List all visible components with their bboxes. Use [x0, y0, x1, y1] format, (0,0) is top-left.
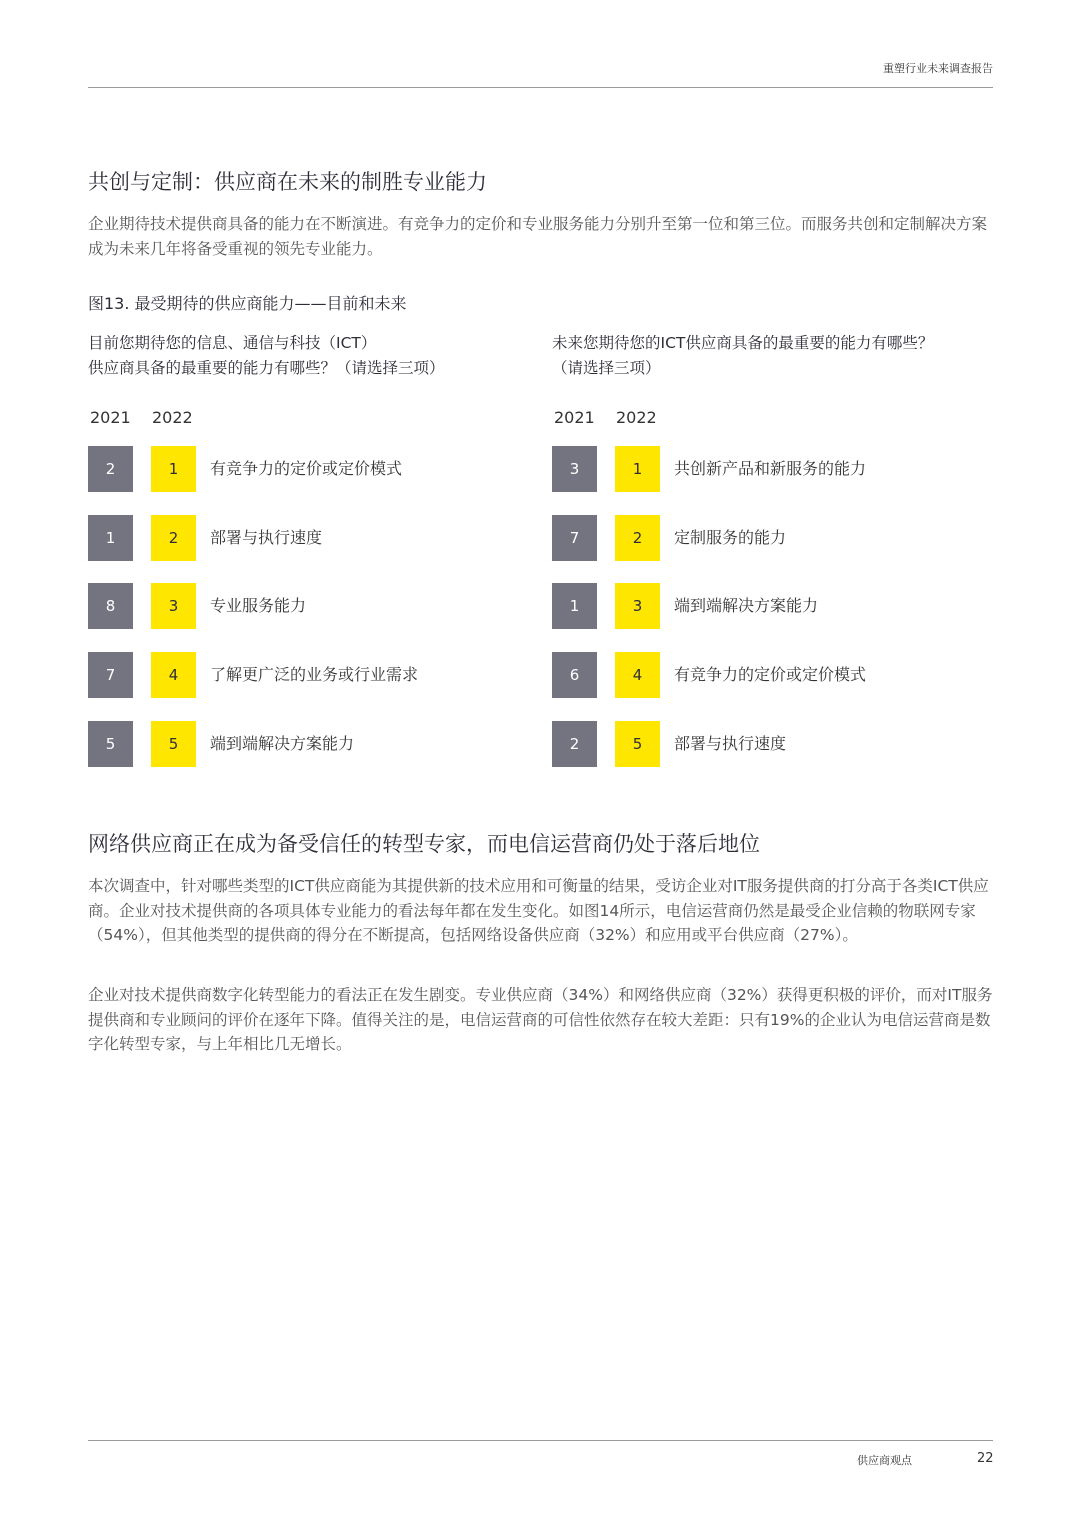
rank-2022-box: 2: [615, 515, 660, 561]
rank-2022-box: 3: [615, 583, 660, 629]
rank-row: [552, 515, 992, 561]
rank-2022-box: 3: [151, 583, 196, 629]
capability-label: 部署与执行速度: [210, 527, 323, 547]
current-question-line1: 目前您期待您的信息、通信与科技（ICT）: [88, 334, 377, 352]
capability-label: 专业服务能力: [210, 596, 307, 616]
rank-2021-box: 2: [552, 721, 597, 767]
rank-2021-box: 2: [88, 446, 133, 492]
rank-row: [552, 446, 992, 492]
footer-divider: [88, 1440, 993, 1441]
rank-2022-box: 5: [615, 721, 660, 767]
rank-2022-box: 4: [615, 652, 660, 698]
year-2022-header: 2022: [616, 408, 657, 427]
capability-label: 端到端解决方案能力: [210, 733, 355, 753]
rank-2021-box: 3: [552, 446, 597, 492]
capability-label: 定制服务的能力: [674, 527, 787, 547]
footer-section-label: 供应商观点: [857, 1454, 912, 1467]
rank-2021-box: 8: [88, 583, 133, 629]
rank-2021-box: 5: [88, 721, 133, 767]
rank-2021-box: 7: [88, 652, 133, 698]
current-question-line2: 供应商具备的最重要的能力有哪些？（请选择三项）: [88, 359, 445, 377]
section2-heading: 网络供应商正在成为备受信任的转型专家，而电信运营商仍处于落后地位: [88, 832, 760, 856]
rank-2021-box: 1: [88, 515, 133, 561]
rank-row: [552, 721, 992, 767]
year-2021-header: 2021: [90, 408, 131, 427]
rank-row: [552, 652, 992, 698]
capability-label: 有竞争力的定价或定价模式: [674, 665, 867, 685]
section2-paragraph2: 企业对技术提供商数字化转型能力的看法正在发生剧变。专业供应商（34%）和网络供应商（32%）获得更积极的评价，而对IT服务提供商和专业顾问的评价在逐年下降。值得关注的是，电信运营商的可信性依然存在较大差距：只有19%的企业认为电信运营商是数字化转型专家，与上年相比几无增长。: [88, 986, 993, 1053]
report-title: 重塑行业未来调查报告: [883, 62, 993, 75]
capability-label: 有竞争力的定价或定价模式: [210, 459, 403, 478]
header-divider: [88, 87, 993, 88]
rank-2021-box: 1: [552, 583, 597, 629]
year-2021-header: 2021: [554, 408, 595, 427]
rank-row: [88, 446, 528, 492]
section2-paragraph1: 本次调查中，针对哪些类型的ICT供应商能为其提供新的技术应用和可衡量的结果，受访企业对IT服务提供商的打分高于各类ICT供应商。企业对技术提供商的各项具体专业能力的看法每年都在发生变化。如图14所示，电信运营商仍然是最受企业信赖的物联网专家（54%），但其他类型的提供商的得分在不断提高，包括网络设备供应商（32%）和应用或平台供应商（27%）。: [88, 877, 989, 944]
rank-row: [88, 721, 528, 767]
capability-label: 共创新产品和新服务的能力: [674, 459, 867, 478]
rank-row: [88, 652, 528, 698]
current-question: [88, 331, 445, 381]
future-question: [552, 331, 933, 381]
rank-2022-box: 2: [151, 515, 196, 561]
year-2022-header: 2022: [152, 408, 193, 427]
rank-2022-box: 1: [151, 446, 196, 492]
rank-2022-box: 1: [615, 446, 660, 492]
figure-title: 图13. 最受期待的供应商能力——目前和未来: [88, 294, 407, 313]
rank-2021-box: 6: [552, 652, 597, 698]
future-question-line1: 未来您期待您的ICT供应商具备的最重要的能力有哪些？: [552, 334, 934, 352]
rank-2022-box: 4: [151, 652, 196, 698]
page-number: 22: [977, 1451, 994, 1466]
capability-label: 部署与执行速度: [674, 733, 787, 753]
rank-row: [88, 515, 528, 561]
rank-2021-box: 7: [552, 515, 597, 561]
section1-heading: 共创与定制：供应商在未来的制胜专业能力: [88, 170, 487, 194]
section1-paragraph: 企业期待技术提供商具备的能力在不断演进。有竞争力的定价和专业服务能力分别升至第一位和第三位。而服务共创和定制解决方案成为未来几年将备受重视的领先专业能力。: [88, 215, 988, 258]
capability-label: 了解更广泛的业务或行业需求: [210, 665, 419, 685]
rank-2022-box: 5: [151, 721, 196, 767]
capability-label: 端到端解决方案能力: [674, 596, 819, 616]
rank-row: [88, 583, 528, 629]
rank-row: [552, 583, 992, 629]
future-question-line2: （请选择三项）: [552, 359, 661, 377]
